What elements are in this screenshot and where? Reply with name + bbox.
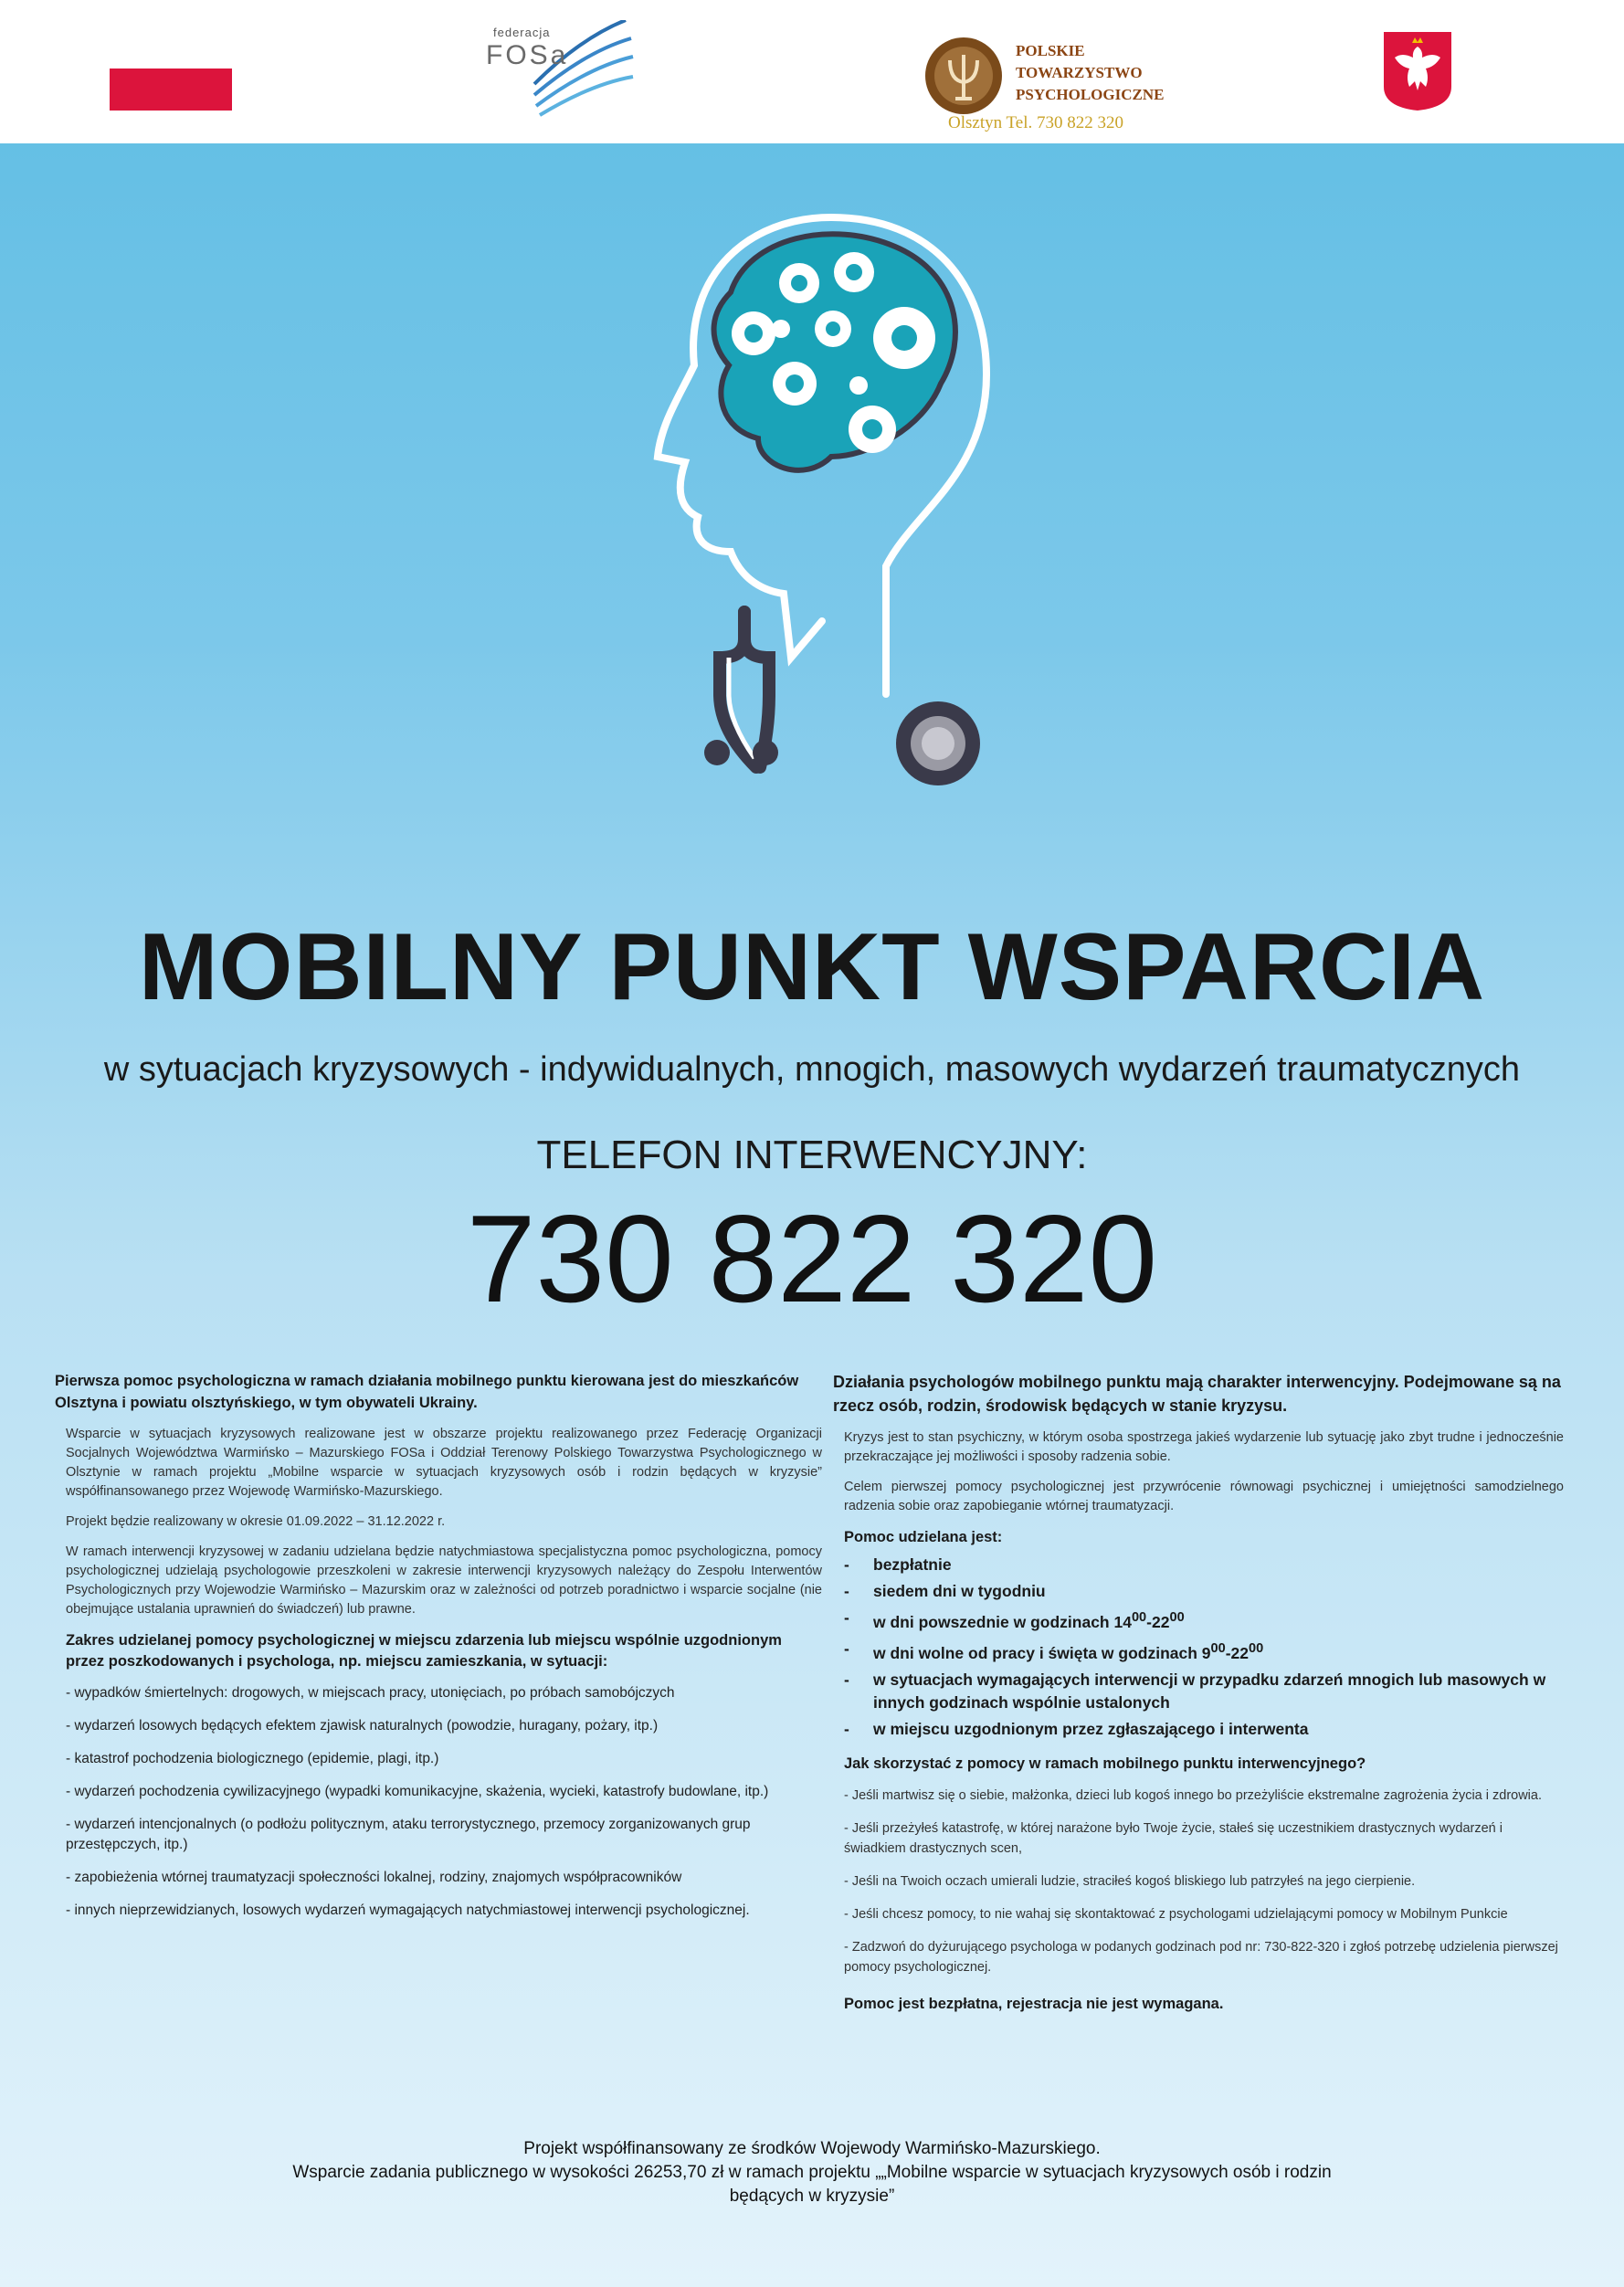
ptp-seal-icon — [923, 35, 1005, 117]
right-paragraph-1: Kryzys jest to stan psychiczny, w którym osoba spostrzega jakieś wydarzenie lub sytuację jako zbyt trudne i jednocześnie przekraczające jej możliwości i sposoby radzenia sobie. — [844, 1430, 1564, 1464]
footer — [0, 2137, 1624, 2208]
left-lead: Pierwsza pomoc psychologiczna w ramach działania mobilnego punktu kierowana jest do mieszkańców Olsztyna i powiatu olsztyńskiego, w tym obywateli Ukrainy. — [55, 1373, 799, 1411]
help-item — [844, 1580, 1564, 1603]
help-list — [844, 1554, 1564, 1741]
help-item-text: bezpłatnie — [873, 1555, 952, 1574]
ptp-phone: Olsztyn Tel. 730 822 320 — [948, 113, 1124, 132]
ptp-line-2: TOWARZYSTWO — [1016, 64, 1143, 81]
fosa-label-small: federacja — [493, 26, 551, 39]
help-item — [844, 1607, 1564, 1634]
hours-weekday: w dni powszednie w godzinach 14 — [873, 1612, 1132, 1631]
scope-item-1: - wypadków śmiertelnych: drogowych, w miejscach pracy, utonięciach, po próbach samobójczych — [66, 1685, 675, 1701]
help-item — [844, 1638, 1564, 1665]
fosa-label: FOSa — [486, 40, 569, 70]
help-dash: - — [844, 1719, 849, 1738]
scope-item-7: - innych nieprzewidzianych, losowych wydarzeń wymagających natychmiastowej interwencji psychologicznej. — [66, 1902, 750, 1918]
help-dash: - — [844, 1608, 849, 1627]
footer-line-2: Wsparcie zadania publicznego w wysokości 26253,70 zł w ramach projektu „„Mobilne wsparcie w sytuacjach kryzysowych osób i rodzin — [292, 2163, 1332, 2182]
footer-line-3: będących w kryzysie” — [729, 2187, 895, 2206]
right-paragraph-2: Celem pierwszej pomocy psychologicznej jest przywrócenie równowagi psychicznej i umiejętności samodzielnego radzenia sobie oraz zapobieganie wtórnej traumatyzacji. — [844, 1480, 1564, 1513]
help-dash: - — [844, 1639, 849, 1658]
ptp-line-1: POLSKIE — [1016, 42, 1085, 59]
ptp-line-3: PSYCHOLOGICZNE — [1016, 86, 1165, 103]
hours-sep: -22 — [1146, 1612, 1170, 1631]
hours-sup: 00 — [1169, 1610, 1185, 1625]
help-item-text: siedem dni w tygodniu — [873, 1582, 1046, 1600]
left-paragraph-1: Wsparcie w sytuacjach kryzysowych realizowane jest w obszarze projektu realizowanego przez Federację Organizacji Socjalnych Województwa Warmińsko – Mazurskiego FOSa i Oddział Terenowy Polskiego Towarzystwa Psychologicznego w Olsztynie w ramach projektu „Mobilne wsparcie w sytuacjach kryzysowych osób i rodzin będących w kryzysie” współfinansowanego przez Wojewodę Warmińsko-Mazurskiego. — [66, 1427, 822, 1499]
hours-sup: 00 — [1249, 1640, 1264, 1656]
hours-holiday: w dni wolne od pracy i święta w godzinach 9 — [873, 1643, 1211, 1662]
left-paragraph-2: Projekt będzie realizowany w okresie 01.09.2022 – 31.12.2022 r. — [66, 1514, 446, 1529]
hours-sup: 00 — [1210, 1640, 1226, 1656]
scope-item-4: - wydarzeń pochodzenia cywilizacyjnego (wypadki komunikacyjne, skażenia, wycieki, katastrofy budowlane, itp.) — [66, 1784, 769, 1799]
help-item-text — [873, 1638, 1263, 1665]
help-item — [844, 1718, 1564, 1741]
help-item — [844, 1554, 1564, 1576]
hours-sep: -22 — [1225, 1643, 1250, 1662]
how-item-3: - Jeśli na Twoich oczach umierali ludzie, straciłeś kogoś bliskiego lub patrzyłeś na jego cierpienie. — [844, 1873, 1416, 1889]
closing-note: Pomoc jest bezpłatna, rejestracja nie jest wymagana. — [844, 1995, 1224, 2012]
ptp-name — [1016, 40, 1164, 106]
help-item — [844, 1669, 1564, 1714]
hours-sup: 00 — [1131, 1610, 1147, 1625]
scope-item-6: - zapobieżenia wtórnej traumatyzacji społeczności lokalnej, rodziny, znajomych współpracowników — [66, 1870, 682, 1885]
phone-number[interactable]: 730 822 320 — [466, 1189, 1158, 1328]
scope-item-3: - katastrof pochodzenia biologicznego (epidemie, plagi, itp.) — [66, 1751, 439, 1766]
how-item-4: - Jeśli chcesz pomocy, to nie wahaj się skontaktować z psychologami udzielającymi pomocy w Mobilnym Punkcie — [844, 1906, 1508, 1922]
right-lead: Działania psychologów mobilnego punktu mają charakter interwencyjny. Podejmowane są na rzecz osób, rodzin, środowisk będących w stanie kryzysu. — [833, 1373, 1561, 1415]
how-item-5: - Zadzwoń do dyżurującego psychologa w podanych godzinach pod nr: 730-822-320 i zgłoś potrzebę udzielenia pierwszej pomocy psychologicznej. — [844, 1939, 1558, 1975]
help-dash: - — [844, 1555, 849, 1574]
phone-label: TELEFON INTERWENCYJNY: — [536, 1133, 1088, 1177]
header-bar — [0, 0, 1624, 143]
scope-item-2: - wydarzeń losowych będących efektem zjawisk naturalnych (powodzie, huragany, pożary, itp.) — [66, 1718, 659, 1734]
how-item-1: - Jeśli martwisz się o siebie, małżonka, dzieci lub kogoś innego bo przeżyliście ekstremalne zagrożenia życia i zdrowia. — [844, 1787, 1542, 1803]
left-paragraph-3: W ramach interwencji kryzysowej w zadaniu udzielana będzie natychmiastowa specjalistyczna pomoc psychologiczna, pomocy psychologicznej udzielają psychologowie przeszkoleni w zakresie interwencji kryzysowych należący do Zespołu Interwentów Psychologicznych przy Wojewodzie Warmińsko – Mazurskim oraz w zależności od potrzeb poradnictwo i wsparcie socjalne (nie obejmujące ustalania uprawnień do świadczeń) lub prawne. — [66, 1544, 822, 1617]
help-item-text: w miejscu uzgodnionym przez zgłaszającego i interwenta — [873, 1719, 1309, 1738]
polish-flag-icon — [110, 69, 232, 111]
help-heading: Pomoc udzielana jest: — [844, 1529, 1003, 1545]
left-column — [55, 1370, 822, 1934]
head-brain-stethoscope-icon — [621, 183, 1023, 877]
help-item-text: w sytuacjach wymagających interwencji w przypadku zdarzeń mnogich lub masowych w innych godzinach wspólnie ustalonych — [873, 1670, 1546, 1712]
right-column — [833, 1370, 1564, 2026]
help-item-text — [873, 1607, 1185, 1634]
help-dash: - — [844, 1670, 849, 1689]
scope-item-5: - wydarzeń intencjonalnych (o podłożu politycznym, ataku terrorystycznego, przemocy zorganizowanych grup przestępczych, itp.) — [66, 1817, 751, 1852]
help-dash: - — [844, 1582, 849, 1600]
scope-heading: Zakres udzielanej pomocy psychologicznej w miejscu zdarzenia lub miejscu wspólnie uzgodnionym przez poszkodowanych i psychologa, np. miejscu zamieszkania, w sytuacji: — [66, 1632, 782, 1670]
how-heading: Jak skorzystać z pomocy w ramach mobilnego punktu interwencyjnego? — [844, 1755, 1366, 1772]
poster-title: MOBILNY PUNKT WSPARCIA — [138, 914, 1486, 1020]
poster-subtitle: w sytuacjach kryzysowych - indywidualnych, mnogich, masowych wydarzeń traumatycznych — [103, 1050, 1521, 1089]
polish-eagle-emblem-icon — [1382, 30, 1453, 112]
how-item-2: - Jeśli przeżyłeś katastrofę, w której narażone było Twoje życie, stałeś się uczestnikiem drastycznych wydarzeń i świadkiem drastycznych scen, — [844, 1820, 1503, 1856]
footer-line-1: Projekt współfinansowany ze środków Wojewody Warmińsko-Mazurskiego. — [523, 2139, 1101, 2158]
